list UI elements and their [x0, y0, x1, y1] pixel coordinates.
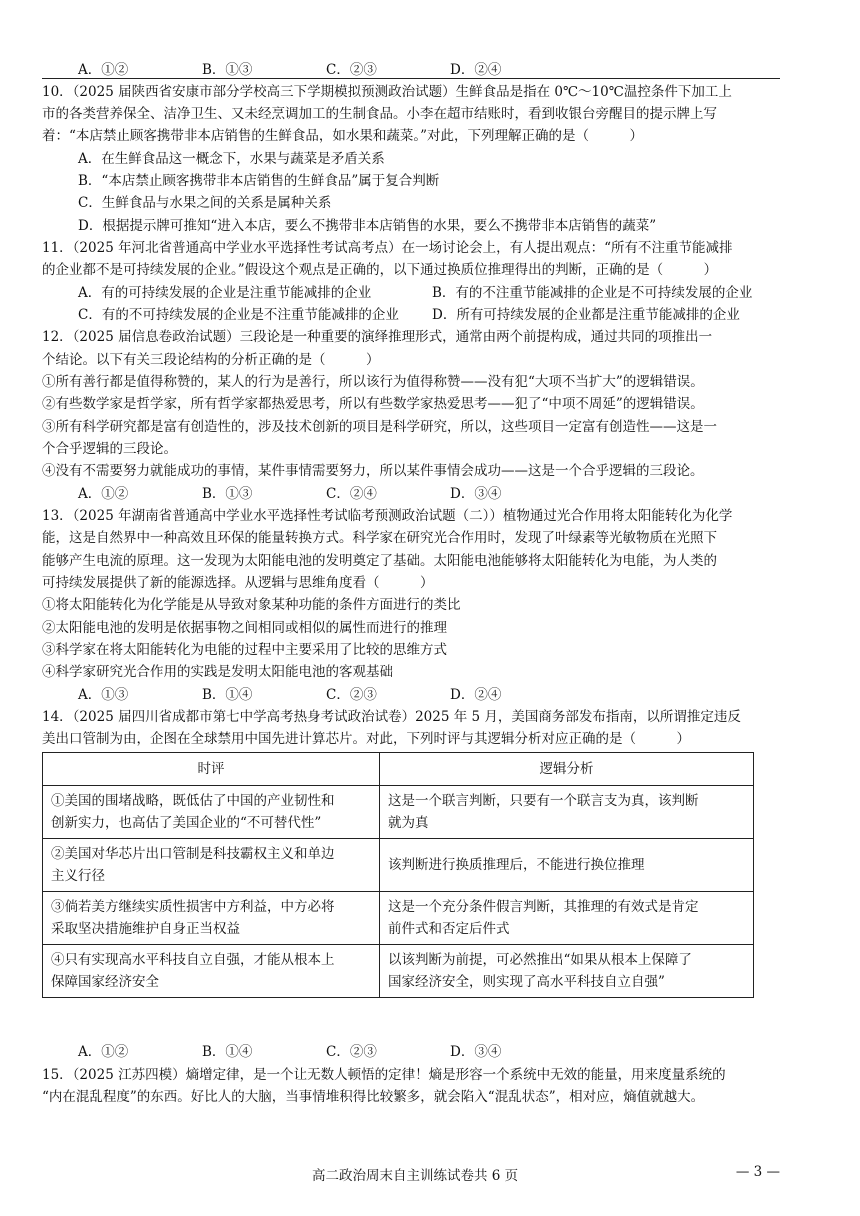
table-header-row — [43, 753, 754, 786]
q10-option-a: A．在生鲜食品这一概念下，水果与蔬菜是矛盾关系 — [78, 151, 385, 167]
table-cell-analysis-3 — [380, 892, 754, 945]
table-cell-analysis-4 — [380, 945, 754, 998]
table-cell-analysis-1 — [380, 786, 754, 839]
q12-stem-2: 个结论。以下有关三段论结构的分析正确的是（ ） — [42, 352, 380, 368]
q12-option-c: C．②④ — [326, 486, 377, 502]
q13-options — [42, 685, 574, 705]
q9-option-d: D．②④ — [450, 62, 502, 78]
cell-line: 就为真 — [388, 815, 429, 831]
q9-option-c: C．②③ — [326, 62, 377, 78]
q14-option-c: C．②③ — [326, 1044, 377, 1060]
q9-option-a: A．①② — [78, 62, 129, 78]
table-cell-analysis-2 — [380, 839, 754, 892]
q11-option-d: D．所有可持续发展的企业都是注重节能减排的企业 — [432, 307, 740, 323]
q12-option-a: A．①② — [78, 486, 129, 502]
cell-line: 这是一个充分条件假言判断，其推理的有效式是肯定 — [388, 899, 699, 915]
q13-statement-1: ①将太阳能转化为化学能是从导致对象某种功能的条件方面进行的类比 — [42, 597, 461, 613]
q14-stem-1: 14．（2025 届四川省成都市第七中学高考热身考试政治试卷）2025 年 5 月，美国商务部发布指南，以所谓推定违反 — [42, 709, 741, 725]
q12-statement-2: ②有些数学家是哲学家，所有哲学家都热爱思考，所以有些数学家热爱思考——犯了“中项不周延”的逻辑错误。 — [42, 396, 704, 412]
table-cell-comment-2 — [43, 839, 380, 892]
q11-options-row-2 — [42, 305, 786, 325]
q14-option-a: A．①② — [78, 1044, 129, 1060]
q12-option-b: B．①③ — [202, 486, 253, 502]
q14-options — [42, 1042, 574, 1062]
cell-line: ①美国的围堵战略，既低估了中国的产业韧性和 — [51, 793, 335, 809]
cell-line: 保障国家经济安全 — [51, 974, 159, 990]
q15-stem-2: “内在混乱程度”的东西。好比人的大脑，当事情堆积得比较繁多，就会陷入“混乱状态”，相对应，熵值就越大。 — [42, 1089, 705, 1105]
q14-table — [42, 752, 754, 998]
cell-line: 国家经济安全，则实现了高水平科技自立自强” — [388, 974, 665, 990]
q10-stem-1: 10．（2025 届陕西省安康市部分学校高三下学期模拟预测政治试题）生鲜食品是指在 0℃～10℃温控条件下加工上 — [42, 84, 732, 100]
q11-stem-2: 的企业都不是可持续发展的企业。”假设这个观点是正确的，以下通过换质位推理得出的判断，正确的是（ ） — [42, 262, 718, 278]
q11-option-a: A．有的可持续发展的企业是注重节能减排的企业 — [78, 285, 372, 301]
table-header-comment: 时评 — [43, 753, 380, 786]
q13-statement-2: ②太阳能电池的发明是依据事物之间相同或相似的属性而进行的推理 — [42, 620, 447, 636]
table-header-analysis: 逻辑分析 — [380, 753, 754, 786]
q10-option-d: D．根据提示牌可推知“进入本店，要么不携带非本店销售的水果，要么不携带非本店销售的蔬菜” — [78, 218, 657, 234]
q12-statement-4: ④没有不需要努力就能成功的事情，某件事情需要努力，所以某件事情会成功——这是一个合乎逻辑的三段论。 — [42, 463, 704, 479]
q13-option-a: A．①③ — [78, 687, 129, 703]
q12-option-d: D．③④ — [450, 486, 502, 502]
table-cell-comment-1 — [43, 786, 380, 839]
table-cell-comment-4 — [43, 945, 380, 998]
table-row — [43, 945, 754, 998]
q11-option-b: B．有的不注重节能减排的企业是不可持续发展的企业 — [432, 285, 753, 301]
q13-option-d: D．②④ — [450, 687, 502, 703]
q12-statement-1: ①所有善行都是值得称赞的，某人的行为是善行，所以该行为值得称赞——没有犯“大项不当扩大”的逻辑错误。 — [42, 374, 704, 390]
q12-options — [42, 484, 574, 504]
table-row — [43, 786, 754, 839]
cell-line: 创新实力，也高估了美国企业的“不可替代性” — [51, 815, 322, 831]
q13-option-c: C．②③ — [326, 687, 377, 703]
q13-statement-4: ④科学家研究光合作用的实践是发明太阳能电池的客观基础 — [42, 664, 393, 680]
table-row — [43, 892, 754, 945]
q13-stem-3: 能够产生电流的原理。这一发现为太阳能电池的发明奠定了基础。太阳能电池能够将太阳能转化为电能，为人类的 — [42, 553, 717, 569]
q14-option-b: B．①④ — [202, 1044, 253, 1060]
q12-stem-1: 12．（2025 届信息卷政治试题）三段论是一种重要的演绎推理形式，通常由两个前提构成，通过共同的项推出一 — [42, 329, 713, 345]
q13-stem-2: 能，这是自然界中一种高效且环保的能量转换方式。科学家在研究光合作用时，发现了叶绿素等光敏物质在光照下 — [42, 530, 717, 546]
q13-statement-3: ③科学家在将太阳能转化为电能的过程中主要采用了比较的思维方式 — [42, 642, 447, 658]
q10-stem-3: 着：“本店禁止顾客携带非本店销售的生鲜食品，如水果和蔬菜。”对此，下列理解正确的是（ ） — [42, 128, 644, 144]
q11-option-c: C．有的不可持续发展的企业是不注重节能减排的企业 — [78, 307, 399, 323]
q10-option-c: C．生鲜食品与水果之间的关系是属种关系 — [78, 195, 332, 211]
q13-option-b: B．①④ — [202, 687, 253, 703]
q12-statement-3-cont: 个合乎逻辑的三段论。 — [42, 441, 177, 457]
cell-line: 以该判断为前提，可必然推出“如果从根本上保障了 — [388, 952, 692, 968]
q9-options — [42, 60, 574, 80]
cell-line: ②美国对华芯片出口管制是科技霸权主义和单边 — [51, 846, 335, 862]
q11-stem-1: 11．（2025 年河北省普通高中学业水平选择性考试高考点）在一场讨论会上，有人提出观点：“所有不注重节能减排 — [42, 240, 733, 256]
footer-title: 高二政治周末自主训练试卷共 6 页 — [312, 1168, 519, 1184]
cell-line: ④只有实现高水平科技自立自强，才能从根本上 — [51, 952, 335, 968]
cell-line: 主义行径 — [51, 868, 105, 884]
q14-option-d: D．③④ — [450, 1044, 502, 1060]
cell-line: 前件式和否定后件式 — [388, 921, 510, 937]
q15-stem-1: 15．（2025 江苏四模）熵增定律，是一个让无数人顿悟的定律！熵是形容一个系统中无效的能量，用来度量系统的 — [42, 1067, 726, 1083]
q14-stem-2: 美出口管制为由，企图在全球禁用中国先进计算芯片。对此，下列时评与其逻辑分析对应正确的是（ ） — [42, 731, 690, 747]
table-cell-comment-3 — [43, 892, 380, 945]
q10-stem-2: 市的各类营养保全、洁净卫生、又未经烹调加工的生制食品。小李在超市结账时，看到收银台旁醒目的提示牌上写 — [42, 106, 717, 122]
page-number: — 3 — — [735, 1164, 780, 1180]
q13-stem-4: 可持续发展提供了新的能源选择。从逻辑与思维角度看（ ） — [42, 575, 434, 591]
cell-line: ③倘若美方继续实质性损害中方利益，中方必将 — [51, 899, 335, 915]
q13-stem-1: 13．（2025 年湖南省普通高中学业水平选择性考试临考预测政治试题（二））植物通过光合作用将太阳能转化为化学 — [42, 508, 733, 524]
q11-options-row-1 — [42, 283, 786, 303]
cell-line: 该判断进行换质推理后，不能进行换位推理 — [388, 857, 645, 873]
cell-line: 这是一个联言判断，只要有一个联言支为真，该判断 — [388, 793, 699, 809]
cell-line: 采取坚决措施维护自身正当权益 — [51, 921, 240, 937]
q9-option-b: B．①③ — [202, 62, 253, 78]
q12-statement-3: ③所有科学研究都是富有创造性的，涉及技术创新的项目是科学研究，所以，这些项目一定富有创造性——这是一 — [42, 419, 717, 435]
q10-option-b: B．“本店禁止顾客携带非本店销售的生鲜食品”属于复合判断 — [78, 173, 440, 189]
table-row — [43, 839, 754, 892]
